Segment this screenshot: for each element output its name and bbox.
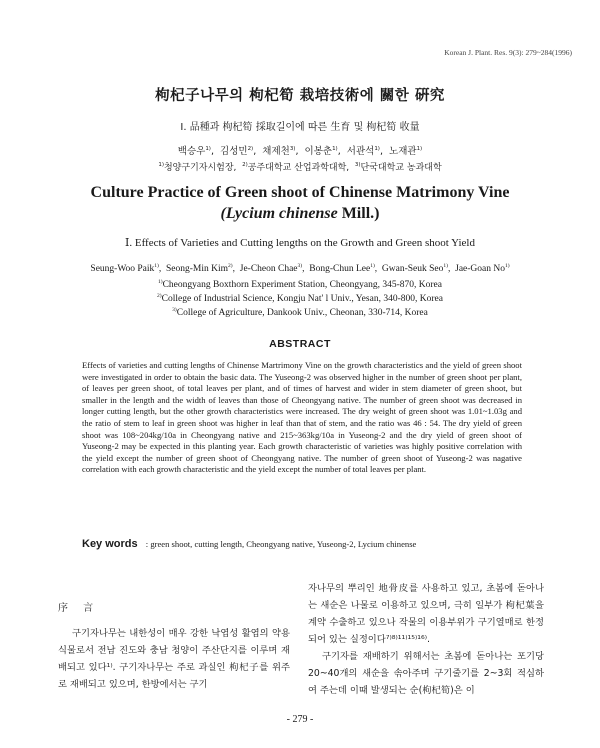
korean-affiliations [0, 160, 600, 173]
author-sup: 1) [154, 262, 159, 269]
author-name: Seong-Min Kim [166, 264, 229, 274]
author-name: 채제천 [262, 146, 290, 157]
author-name: 서관석 [346, 146, 375, 157]
author-name: 백승우 [177, 146, 206, 157]
author-name: Gwan-Seuk Seo [381, 264, 444, 274]
affiliation-text: College of Agriculture, Dankook Univ., Cheonan, 330-714, Korea [176, 308, 428, 318]
author-name: Jae-Goan No [455, 264, 505, 274]
author-sup: 1) [205, 145, 211, 152]
affiliation-sup: 1) [158, 162, 164, 168]
english-subtitle: Ⅰ. Effects of Varieties and Cutting lengths on the Growth and Green shoot Yield [125, 237, 475, 249]
affiliation-text: College of Industrial Science, Kongju Nat' l Univ., Yesan, 340-800, Korea [161, 294, 443, 304]
korean-title: 枸杞子나무의 枸杞筍 栽培技術에 關한 硏究 [155, 88, 445, 104]
left-column [58, 580, 290, 693]
keywords-text: : green shoot, cutting length, Cheongyang native, Yuseong-2, Lycium chinense [143, 539, 417, 549]
author-sup: 1) [443, 262, 448, 269]
latin-name: (Lycium chinense [220, 205, 338, 222]
intro-paragraph-2: 구기자를 재배하기 위해서는 초봄에 돋아나는 포기당 20~40개의 새순을 솎아주며 구기줄기를 2~3회 적심하여 주는데 이때 발생되는 순(枸杞筍)은 이 [308, 651, 544, 696]
author-sup: 2) [247, 145, 254, 152]
affiliation-sup: 3) [354, 162, 361, 168]
author-sup: 1) [504, 262, 510, 269]
author-sup: 1) [416, 145, 423, 152]
page-number: - 279 - [286, 714, 314, 725]
affiliation-sup: 2) [242, 162, 248, 168]
english-affiliation-3 [0, 308, 600, 318]
affiliation-text: 공주대학교 산업과학대학, [247, 163, 350, 173]
author-name: 김성민 [220, 146, 248, 157]
author-sup: 1) [374, 145, 380, 152]
keywords-label: Key words [82, 538, 138, 550]
keywords [82, 538, 542, 550]
english-title: Culture Practice of Green shoot of Chinense Matrimony Vine [90, 184, 510, 201]
intro-paragraph-continued: 자나무의 뿌리인 地骨皮를 사용하고 있고, 초봄에 돋아나는 새순은 나물로 이용하고 있으며, 극히 일부가 枸杞葉을 계약 수출하고 있으나 작물의 이용부위가 구기열매로 한정 되어 있는 실정이다⁷⁾⁸⁾¹¹⁾¹⁵⁾¹⁶⁾. [308, 583, 544, 645]
korean-authors: 백승우$^{1)}$, 김성민$^{2)}$, 채제천$^{3)}$, 이봉춘$^{1)}$, 서관석$^{1)}$, 노재관$^{1)}$ [177, 145, 423, 157]
affiliation-sup: 2) [157, 292, 162, 299]
journal-reference: Korean J. Plant. Res. 9(3): 279~284(1996) [444, 48, 572, 57]
latin-author: Mill.) [337, 205, 380, 222]
affiliation-sup: 1) [157, 278, 163, 285]
author-name: Je-Cheon Chae [239, 264, 298, 274]
abstract-heading: ABSTRACT [269, 338, 331, 350]
author-sup: 1) [332, 145, 338, 152]
korean-subtitle: Ⅰ. 品種과 枸杞筍 採取길이에 따른 生育 및 枸杞筍 收量 [180, 122, 420, 133]
author-sup: 3) [297, 262, 303, 269]
english-title-latin [0, 205, 600, 223]
english-affiliation-2 [0, 294, 600, 304]
english-authors: Seung-Woo Paik$^{1)}$, Seong-Min Kim$^{2)}$, Je-Cheon Chae$^{3)}$, Bong-Chun Lee$^{1)}$, Gwan-Seuk Seo$^{1)}$, Jae-Goan No$^{1)}$ [90, 262, 510, 274]
author-name: 노재관 [389, 146, 417, 157]
affiliation-sup: 3) [172, 306, 177, 313]
author-sup: 3) [289, 145, 296, 152]
right-column [308, 580, 544, 699]
affiliation-text: 단국대학교 농과대학 [360, 163, 442, 173]
author-name: Bong-Chun Lee [309, 264, 371, 274]
english-affiliation-1 [0, 280, 600, 290]
section-heading-introduction: 序 言 [58, 603, 100, 614]
author-sup: 2) [228, 262, 233, 269]
author-sup: 1) [370, 262, 375, 269]
affiliation-text: Cheongyang Boxthorn Experiment Station, Cheongyang, 345-870, Korea [162, 280, 442, 290]
intro-paragraph: 구기자나무는 내한성이 매우 강한 낙엽성 활엽의 약용식물로서 전남 진도와 충남 청양이 주산단지를 이루며 재배되고 있다¹⁾. 구기자나무는 주로 과실인 枸杞子를 위주로 재배되고 있으며, 한방에서는 구기 [58, 628, 290, 690]
abstract-body: Effects of varieties and cutting lengths of Chinense Martrimony Vine on the growth characteristics and the yield of green shoot were investigated in order to obtain the basic data. The Yuseong-2 was observed higher in the number of green shoot per plant, of leaves per green shoot, of total leaves per plant, and of times of harvest and wider in stem diameter of green shoot, but smaller in the length and the width of leaves than those of Cheongyang native. The number of green shoot was decreased in longer cutting length, but the other growth characteristics were increased. The dry weight of green shoot was 1.01~1.03g and the ratio of stem to leaf in green shoot was higher in leaf than that of stem, and the ratio was 46 : 54. The dry yield of green shoot was 108~204kg/10a in Cheongyang native and 215~363kg/10a in Yuseong-2 and the dry yield of green shoot of Yuseong-2 may be expected in this planting year. Each growth characteristic of varieties was highly positive correlation with the yield except the number of green shoot of Cheongyang native. The number of green shoot of Yuseong-2 was nagative correlation with each growth characteristic and the yield except the number of total leaves per plant. [82, 360, 522, 475]
author-name: Seung-Woo Paik [90, 264, 155, 274]
affiliation-text: 청양구기자시험장, [163, 163, 237, 173]
author-name: 이봉춘 [304, 146, 333, 157]
